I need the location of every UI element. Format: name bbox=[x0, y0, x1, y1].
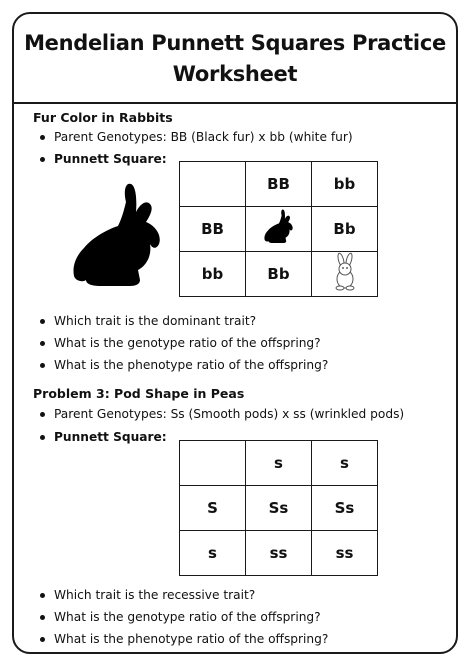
question-text: Which trait is the dominant trait? bbox=[54, 314, 257, 328]
row-header-cell: bb bbox=[180, 252, 246, 297]
parent-genotypes-text: Parent Genotypes: BB (Black fur) x bb (white fur) bbox=[54, 130, 353, 144]
title-line-2: Worksheet bbox=[172, 62, 298, 86]
question-item bbox=[40, 314, 256, 328]
question-text: What is the phenotype ratio of the offspring? bbox=[54, 632, 329, 646]
bullet-dot bbox=[40, 593, 45, 598]
punnett-square-rabbits bbox=[179, 161, 378, 297]
bullet-dot bbox=[40, 157, 45, 162]
punnett-label-text: Punnett Square: bbox=[54, 430, 167, 444]
question-text: Which trait is the recessive trait? bbox=[54, 588, 256, 602]
offspring-cell bbox=[312, 252, 378, 297]
question-text: What is the genotype ratio of the offspring? bbox=[54, 336, 321, 350]
col-header-cell: BB bbox=[246, 162, 312, 207]
bullet-punnett-label bbox=[40, 430, 167, 444]
bullet-dot bbox=[40, 412, 45, 417]
offspring-cell: Ss bbox=[312, 486, 378, 531]
col-header-cell: bb bbox=[312, 162, 378, 207]
black-rabbit-icon bbox=[259, 209, 299, 245]
bullet-dot bbox=[40, 637, 45, 642]
row-header-cell: S bbox=[180, 486, 246, 531]
bullet-parent-genotypes bbox=[40, 407, 404, 421]
bullet-dot bbox=[40, 341, 45, 346]
offspring-cell: Bb bbox=[312, 207, 378, 252]
worksheet-page bbox=[12, 12, 458, 654]
col-header-cell: s bbox=[312, 441, 378, 486]
row-header-cell: s bbox=[180, 531, 246, 576]
question-item bbox=[40, 588, 255, 602]
bullet-dot bbox=[40, 615, 45, 620]
question-item bbox=[40, 358, 328, 372]
punnett-label-text: Punnett Square: bbox=[54, 152, 167, 166]
question-item bbox=[40, 336, 321, 350]
row-header-cell: BB bbox=[180, 207, 246, 252]
offspring-cell bbox=[246, 207, 312, 252]
offspring-cell: Ss bbox=[246, 486, 312, 531]
bullet-parent-genotypes bbox=[40, 130, 353, 144]
corner-cell bbox=[180, 441, 246, 486]
white-rabbit-icon bbox=[330, 252, 360, 292]
bullet-dot bbox=[40, 363, 45, 368]
offspring-cell: ss bbox=[312, 531, 378, 576]
bullet-dot bbox=[40, 135, 45, 140]
title-divider bbox=[14, 102, 456, 104]
black-rabbit-icon bbox=[66, 182, 170, 292]
title-line-1: Mendelian Punnett Squares Practice bbox=[24, 31, 446, 55]
question-text: What is the genotype ratio of the offspring? bbox=[54, 610, 321, 624]
page-title bbox=[14, 28, 456, 90]
bullet-punnett-label bbox=[40, 152, 167, 166]
question-text: What is the phenotype ratio of the offspring? bbox=[54, 358, 329, 372]
section-heading-peas: Problem 3: Pod Shape in Peas bbox=[33, 386, 245, 401]
punnett-square-peas bbox=[179, 440, 378, 576]
question-item bbox=[40, 610, 321, 624]
corner-cell bbox=[180, 162, 246, 207]
bullet-dot bbox=[40, 435, 45, 440]
offspring-cell: ss bbox=[246, 531, 312, 576]
section-heading-rabbits: Fur Color in Rabbits bbox=[33, 110, 173, 125]
col-header-cell: s bbox=[246, 441, 312, 486]
bullet-dot bbox=[40, 319, 45, 324]
parent-genotypes-text: Parent Genotypes: Ss (Smooth pods) x ss (wrinkled pods) bbox=[54, 407, 405, 421]
question-item bbox=[40, 632, 328, 646]
offspring-cell: Bb bbox=[246, 252, 312, 297]
